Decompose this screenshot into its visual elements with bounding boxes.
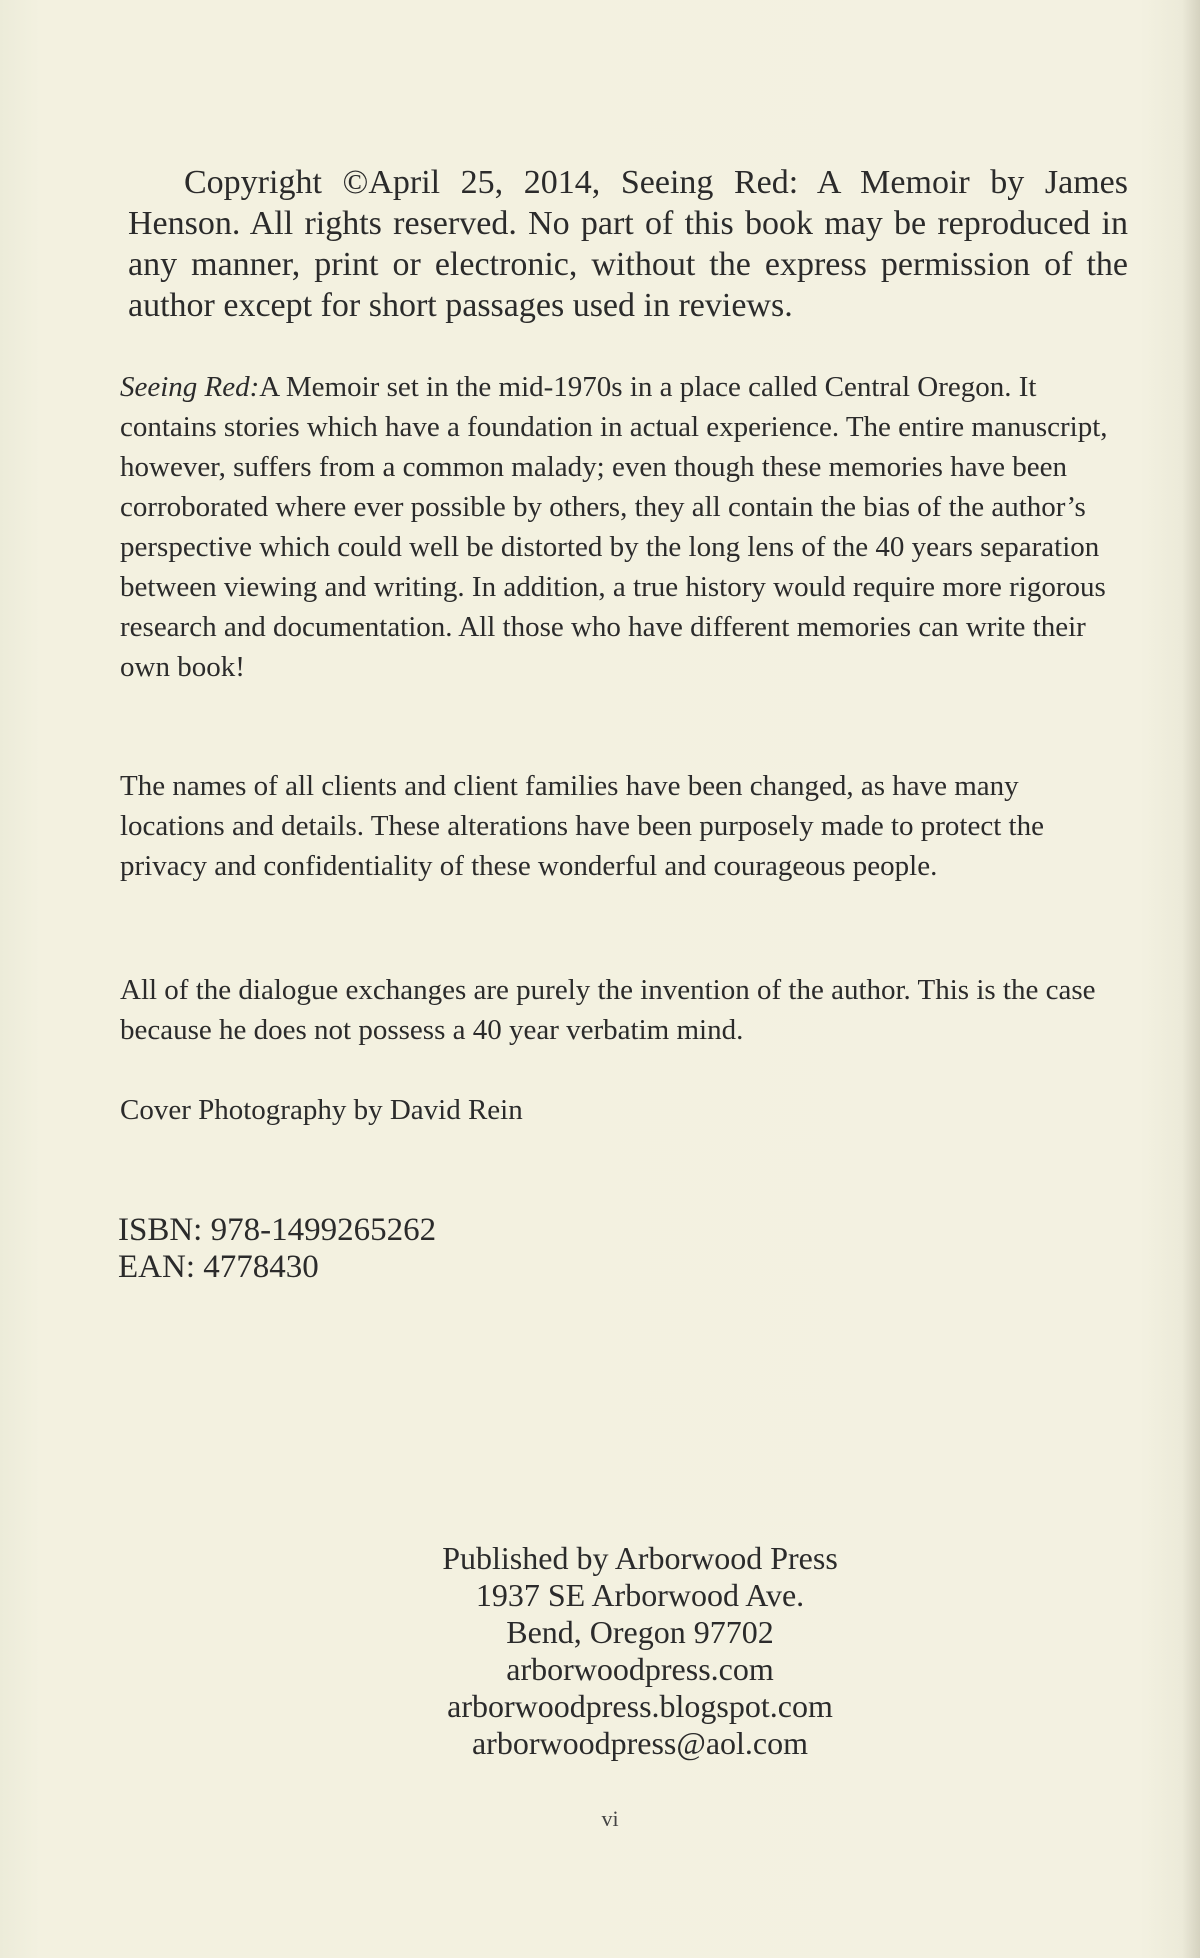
publisher-website: arborwoodpress.com (506, 1651, 774, 1687)
names-changed-paragraph: The names of all clients and client families have been changed, as have many locations and details. These alterations have been purposely made to protect the privacy and confidentiality of these wonderful and courageous people. (120, 770, 1044, 882)
memoir-disclaimer-text: A Memoir set in the mid-1970s in a place called Central Oregon. It contains stories which have a foundation in actual experience. The entire manuscript, however, suffers from a common malady; even though these memories have been corroborated where ever possible by others, they all contain the bias of the author’s perspective which could well be distorted by the long lens of the 40 years separation between viewing and writing. In addition, a true history would require more rigorous research and documentation. All those who have different memories can write their own book! (120, 371, 1108, 683)
publisher-name: Published by Arborwood Press (442, 1540, 838, 1576)
copyright-notice: Copyright ©April 25, 2014, Seeing Red: A Memoir by James Henson. All rights reserved. No part of this book may be reproduced in any manner, print or electronic, without the express permission of the author except for short passages used in reviews. (128, 164, 1128, 324)
publisher-info (380, 1540, 900, 1762)
cover-photography-credit: Cover Photography by David Rein (120, 1094, 523, 1126)
page-edge-shadow (1182, 0, 1200, 1958)
book-identifiers (118, 1212, 436, 1286)
publisher-email: arborwoodpress@aol.com (471, 1725, 809, 1761)
isbn-number: ISBN: 978-1499265262 (118, 1212, 437, 1248)
dialogue-disclaimer-paragraph: All of the dialogue exchanges are purely the invention of the author. This is the case because he does not possess a 40 year verbatim mind. (120, 974, 1096, 1046)
ean-number: EAN: 4778430 (118, 1249, 319, 1285)
publisher-address: 1937 SE Arborwood Ave. (475, 1577, 805, 1613)
publisher-blog: arborwoodpress.blogspot.com (447, 1688, 833, 1724)
publisher-city: Bend, Oregon 97702 (506, 1614, 774, 1650)
page-number: vi (601, 1806, 619, 1831)
memoir-disclaimer-paragraph (120, 367, 1110, 687)
book-title-italic: Seeing Red: (120, 371, 260, 403)
